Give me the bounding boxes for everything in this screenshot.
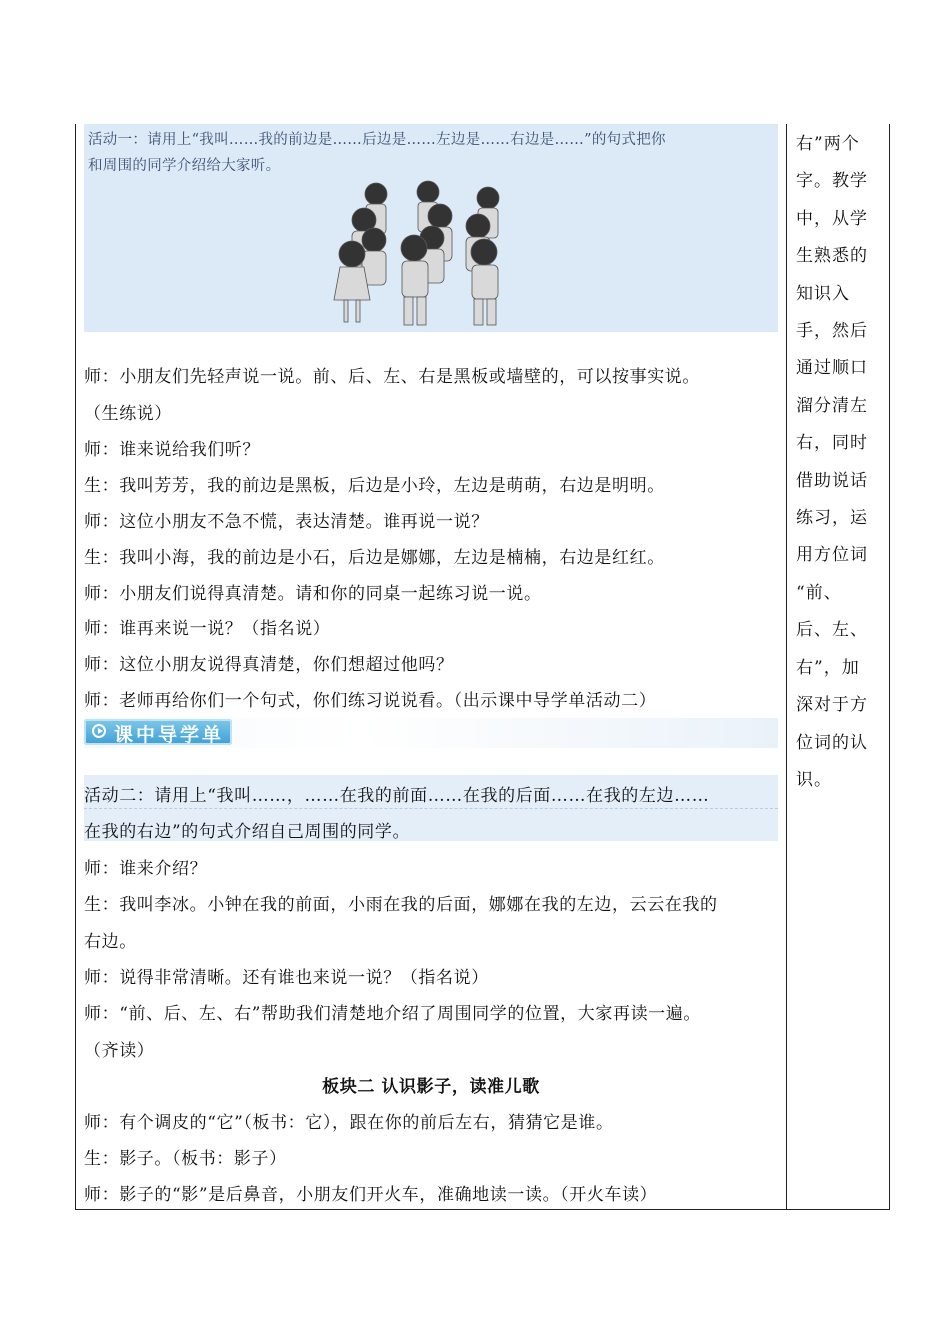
activity-one-line-1: 活动一：请用上“我叫……我的前边是……后边是……左边是……右边是……”的句式把你 xyxy=(88,132,666,148)
side-note-line: 通过顺口 xyxy=(796,358,868,379)
side-note-line: 借助说话 xyxy=(796,470,868,491)
side-note-line: 手，然后 xyxy=(796,321,868,342)
activity-two-divider xyxy=(84,808,778,809)
play-icon xyxy=(92,724,106,738)
dialogue-line-8: 师：谁再来说一说？（指名说） xyxy=(84,619,331,639)
dialogue-line-7: 师：小朋友们说得真清楚。请和你的同桌一起练习说一说。 xyxy=(84,584,542,604)
children-illustration xyxy=(328,180,528,328)
side-note-line: 后、左、 xyxy=(796,620,868,641)
section-heading: 板块二 认识影子，读准儿歌 xyxy=(322,1077,540,1097)
dialogue3-line-1: 师：有个调皮的“它”（板书：它），跟在你的前后左右，猜猜它是谁。 xyxy=(84,1113,614,1133)
activity-one-text xyxy=(88,127,778,179)
activity-one-line-2: 和周围的同学介绍给大家听。 xyxy=(88,158,281,174)
dialogue2-line-1: 师：谁来介绍？ xyxy=(84,859,208,879)
dialogue-line-5: 师：这位小朋友不急不慌，表达清楚。谁再说一说？ xyxy=(84,512,489,532)
side-note-line: 知识入 xyxy=(796,283,850,304)
dialogue2-line-5: 师：“前、后、左、右”帮助我们清楚地介绍了周围同学的位置，大家再读一遍。 xyxy=(84,1004,701,1024)
dialogue2-line-6: （齐读） xyxy=(84,1041,155,1061)
side-note-line: 字。教学 xyxy=(796,171,868,192)
dialogue3-line-3: 师：影子的“影”是后鼻音，小朋友们开火车，准确地读一读。（开火车读） xyxy=(84,1185,658,1205)
table-left-border xyxy=(75,124,76,1210)
dialogue-line-6: 生：我叫小海，我的前边是小石，后边是娜娜，左边是楠楠，右边是红红。 xyxy=(84,548,665,568)
side-note-line: 用方位词 xyxy=(796,545,868,566)
side-note-line: 右”两个 xyxy=(796,134,860,154)
side-note-line: 溜分清左 xyxy=(796,395,868,416)
guide-sheet-label: 课中导学单 xyxy=(114,724,225,746)
dialogue-line-1: 师：小朋友们先轻声说一说。前、后、左、右是黑板或墙壁的，可以按事实说。 xyxy=(84,367,700,387)
table-right-border xyxy=(889,124,890,1210)
side-note-line: 练习，运 xyxy=(796,508,868,529)
side-note-line: 识。 xyxy=(796,769,832,790)
dialogue-line-10: 师：老师再给你们一个句式，你们练习说说看。（出示课中导学单活动二） xyxy=(84,691,657,711)
dialogue2-line-4: 师：说得非常清晰。还有谁也来说一说？（指名说） xyxy=(84,968,489,988)
table-bottom-border xyxy=(75,1209,890,1210)
dialogue2-line-2: 生：我叫李冰。小钟在我的前面，小雨在我的后面，娜娜在我的左边，云云在我的 xyxy=(84,895,718,915)
side-note-line: 右”，加 xyxy=(796,657,860,678)
design-note-column xyxy=(796,126,876,799)
dialogue-line-3: 师：谁来说给我们听？ xyxy=(84,440,260,460)
side-note-line: 右，同时 xyxy=(796,433,868,454)
side-note-line: 生熟悉的 xyxy=(796,246,868,267)
table-column-divider xyxy=(786,124,787,1210)
side-note-line: 中，从学 xyxy=(796,208,868,229)
dialogue-line-4: 生：我叫芳芳，我的前边是黑板，后边是小玲，左边是萌萌，右边是明明。 xyxy=(84,476,665,496)
side-note-line: 深对于方 xyxy=(796,695,868,716)
activity-two-line-1: 活动二：请用上“我叫……，……在我的前面……在我的后面……在我的左边…… xyxy=(84,786,710,806)
dialogue3-line-2: 生：影子。（板书：影子） xyxy=(84,1149,287,1169)
side-note-line: “前、 xyxy=(796,582,842,603)
dialogue2-line-3: 右边。 xyxy=(84,932,137,952)
dialogue-line-9: 师：这位小朋友说得真清楚，你们想超过他吗？ xyxy=(84,655,454,675)
activity-two-line-2: 在我的右边”的句式介绍自己周围的同学。 xyxy=(84,822,411,842)
side-note-line: 位词的认 xyxy=(796,732,868,753)
dialogue-line-2: （生练说） xyxy=(84,404,172,424)
